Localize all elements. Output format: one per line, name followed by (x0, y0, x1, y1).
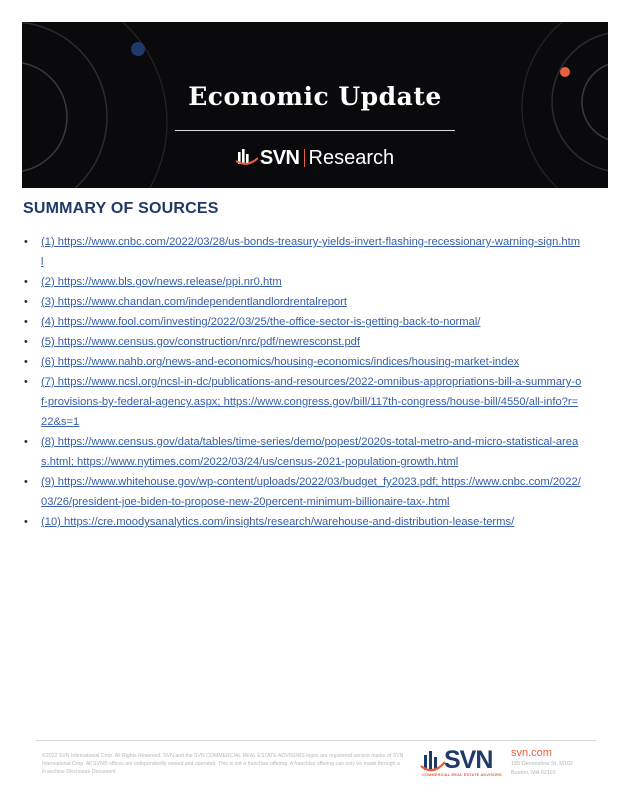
brand-suffix: Research (308, 147, 395, 169)
source-link[interactable]: (2) https://www.bls.gov/news.release/ppi.nr0.htm (41, 276, 282, 288)
brand-name: SVN (259, 147, 300, 169)
source-link[interactable]: (7) https://www.ncsl.org/ncsl-in-dc/publications-and-resources/2022-omnibus-appropriations-bill-a-summary-of-provisions-by-federal-agency.aspx; https://www.congress.gov/bill/117th-congress/house-bill/4550/all-info?r=22&s=1 (41, 376, 582, 428)
list-item (22, 232, 582, 272)
website-link[interactable]: svn.com (511, 747, 552, 759)
list-item (22, 292, 582, 312)
list-item (22, 472, 582, 512)
banner-title: Economic Update (188, 82, 442, 111)
source-link[interactable]: (1) https://www.cnbc.com/2022/03/28/us-bonds-treasury-yields-invert-flashing-recessionary-warning-sign.html (41, 236, 581, 268)
footer-divider (36, 740, 596, 741)
address-line-2: Boston, MA 02110 (511, 770, 556, 776)
list-item (22, 372, 582, 432)
source-link[interactable]: (9) https://www.whitehouse.gov/wp-content/uploads/2022/03/budget_fy2023.pdf; https://www.cnbc.com/2022/03/26/president-joe-biden-to-propose-new-20percent-minimum-billionaire-tax-.html (41, 476, 581, 508)
source-link[interactable]: (10) https://cre.moodysanalytics.com/insights/research/warehouse-and-distribution-lease-terms/ (41, 516, 515, 528)
svn-research-logo (22, 147, 608, 172)
source-link[interactable]: (3) https://www.chandan.com/independentlandlordrentalreport (41, 296, 347, 308)
list-item (22, 512, 582, 532)
list-item (22, 432, 582, 472)
orange-dot-icon (560, 67, 570, 77)
source-link[interactable]: (8) https://www.census.gov/data/tables/time-series/demo/popest/2020s-total-metro-and-micro-statistical-areas.html; https://www.nytimes.com/2022/03/24/us/census-2021-population-growth.html (41, 436, 579, 468)
list-item (22, 312, 582, 332)
source-link[interactable]: (4) https://www.fool.com/investing/2022/03/25/the-office-sector-is-getting-back-to-normal/ (41, 316, 481, 328)
svn-logo-icon (236, 148, 258, 172)
list-item (22, 272, 582, 292)
svn-bars-icon (420, 749, 446, 773)
banner-divider (175, 130, 455, 131)
section-heading: SUMMARY OF SOURCES (23, 200, 219, 217)
svn-footer-logo (420, 746, 504, 780)
navy-dot-icon (131, 42, 145, 56)
list-item (22, 352, 582, 372)
footer-logo-text: SVN (444, 746, 493, 774)
source-link[interactable]: (5) https://www.census.gov/construction/nrc/pdf/newresconst.pdf (41, 336, 360, 348)
contact-block (511, 747, 573, 778)
list-item (22, 332, 582, 352)
sources-list (22, 232, 582, 532)
brand-separator (304, 149, 305, 167)
address-line-1: 185 Devonshire St, M102 (511, 761, 574, 767)
source-link[interactable]: (6) https://www.nahb.org/news-and-economics/housing-economics/indices/housing-market-index (41, 356, 520, 368)
footer-logo-tagline: COMMERCIAL REAL ESTATE ADVISORS (422, 773, 502, 777)
header-banner (22, 22, 608, 188)
legal-disclaimer: ©2022 SVN International Corp. All Rights Reserved. SVN and the SVN COMMERCIAL REAL ESTATE ADVISORS logos are registered service marks of SVN International Corp. All SVN® offices are independently owned and operated. This is not a franchise offering. A franchise offering can only be made through a Franchise Disclosure Document. (42, 753, 404, 775)
